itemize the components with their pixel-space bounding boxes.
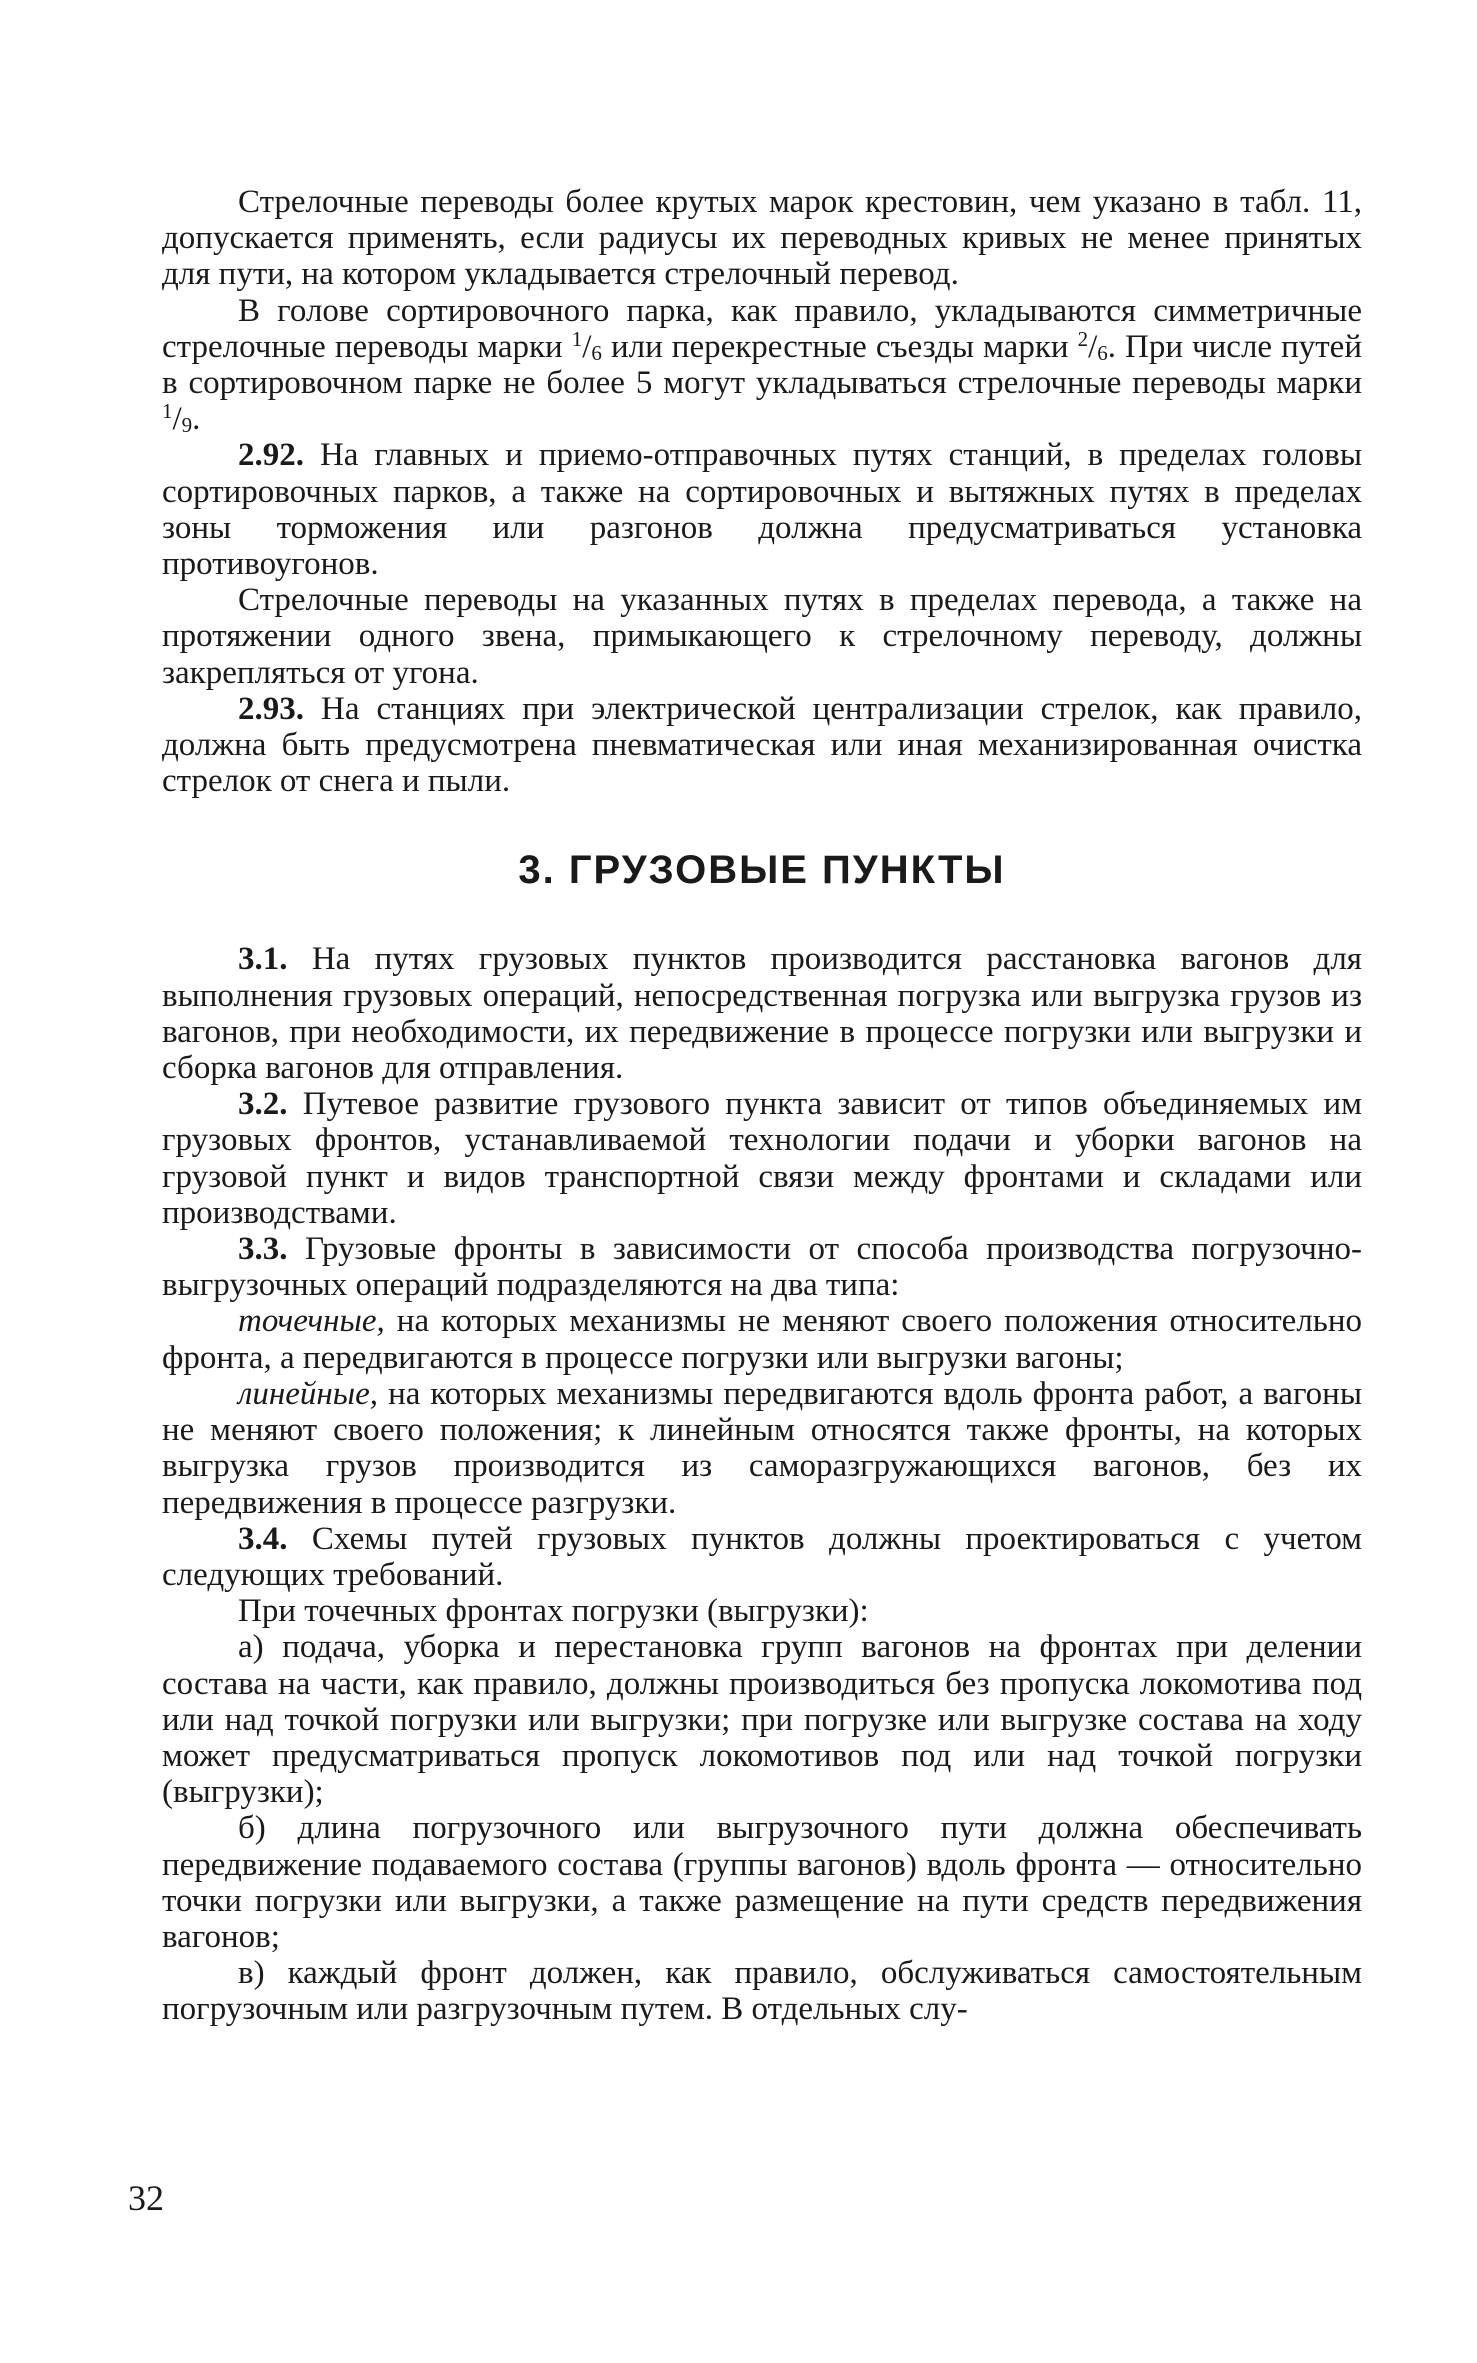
- paragraph-text: или перекрестные съезды марки: [601, 328, 1078, 365]
- clause-text: Путевое развитие грузового пункта зависит от типов объединяемых им грузовых фронтов, устанавливаемой технологии подачи и уборки вагонов на грузовой пункт и видов транспортной связи между фронтами и складами или производствами.: [162, 1086, 1362, 1231]
- term-italic: точечные,: [238, 1303, 385, 1340]
- clause-2-93: [162, 691, 1362, 800]
- clause-2-92: [162, 437, 1362, 582]
- term-italic: линейные,: [238, 1375, 379, 1412]
- paragraph-hump-yard-switches: В голове сортировочного парка, как правило, укладываются симметричные стрелочные переводы марки $^1$/6 или перекрестные съезды марки $^2$/6. При числе путей в сортировочном парке не более 5 могут укладываться стрелочные переводы марки $^1$/9.: [162, 292, 1362, 438]
- paragraph-text: а) подача, уборка и перестановка групп вагонов на фронтах при делении состава на части, как правило, должны производиться без пропуска локомотива под или над точкой погрузки или выгрузки; при погрузке или выгрузке состава на ходу может предусматриваться пропуск локомотивов под или над точкой погрузки (выгрузки);: [162, 1629, 1362, 1811]
- list-item-b: [162, 1810, 1362, 1955]
- clause-number: 2.93.: [238, 690, 304, 727]
- list-item-a: [162, 1629, 1362, 1810]
- paragraph-point-fronts: [162, 1303, 1362, 1375]
- fraction-2-6: $^2$/6: [1077, 326, 1108, 365]
- paragraph-text: Стрелочные переводы более крутых марок крестовин, чем указано в табл. 11, допускается применять, если радиусы их переводных кривых не менее принятых для пути, на котором укладывается стрелочный перевод.: [162, 184, 1362, 293]
- paragraph-text: При точечных фронтах погрузки (выгрузки):: [238, 1593, 869, 1630]
- paragraph-text: Стрелочные переводы на указанных путях в пределах перевода, а также на протяжении одного звена, примыкающего к стрелочному переводу, должны закрепляться от угона.: [162, 582, 1362, 691]
- clause-3-3: [162, 1231, 1362, 1303]
- clause-3-4: [162, 1521, 1362, 1593]
- list-item-v: [162, 1955, 1362, 2027]
- clause-text: Схемы путей грузовых пунктов должны проектироваться с учетом следующих требований.: [162, 1520, 1362, 1593]
- clause-3-2: [162, 1086, 1362, 1231]
- clause-text: На путях грузовых пунктов производится расстановка вагонов для выполнения грузовых операций, непосредственная погрузка или выгрузка грузов из вагонов, при необходимости, их передвижение в процессе погрузки или выгрузки и сборка вагонов для отправления.: [162, 941, 1362, 1087]
- clause-text: Грузовые фронты в зависимости от способа производства погрузочно-выгрузочных операций подразделяются на два типа:: [162, 1231, 1362, 1304]
- paragraph-text: В голове сортировочного парка, как правило, укладываются симметричные стрелочные переводы марки: [162, 292, 1362, 365]
- paragraph-text: на которых механизмы передвигаются вдоль фронта работ, а вагоны не меняют своего положения; к линейным относятся также фронты, на которых выгрузка грузов производится из саморазгружающихся вагонов, без их передвижения в процессе разгрузки.: [162, 1375, 1362, 1521]
- fraction-1-6: $^1$/6: [571, 326, 602, 365]
- paragraph-text: в) каждый фронт должен, как правило, обслуживаться самостоятельным погрузочным или разгрузочным путем. В отдельных слу-: [162, 1955, 1362, 2028]
- fraction-1-9: $^1$/9: [162, 399, 193, 438]
- clause-number: 2.92.: [238, 437, 304, 474]
- paragraph-anti-creep: [162, 582, 1362, 691]
- paragraph-text: б) длина погрузочного или выгрузочного пути должна обеспечивать передвижение подаваемого состава (группы вагонов) вдоль фронта — относительно точки погрузки или выгрузки, а также размещение на пути средств передвижения вагонов;: [162, 1810, 1362, 1955]
- section-heading: 3. ГРУЗОВЫЕ ПУНКТЫ: [518, 848, 1006, 893]
- body-text: [162, 184, 1362, 2028]
- paragraph-point-fronts-intro: [162, 1593, 1362, 1629]
- clause-number: 3.4.: [238, 1520, 288, 1557]
- page-number: 32: [128, 2178, 164, 2218]
- paragraph-text: на которых механизмы не меняют своего положения относительно фронта, а передвигаются в процессе погрузки или выгрузки вагоны;: [162, 1303, 1362, 1376]
- clause-3-1: [162, 941, 1362, 1086]
- clause-number: 3.2.: [238, 1086, 288, 1123]
- paragraph-linear-fronts: [162, 1376, 1362, 1521]
- clause-text: На главных и приемо-отправочных путях станций, в пределах головы сортировочных парков, а также на сортировочных и вытяжных путях в пределах зоны торможения или разгонов должна предусматриваться установка противоугонов.: [162, 437, 1362, 583]
- clause-number: 3.3.: [238, 1231, 288, 1268]
- clause-number: 3.1.: [238, 941, 288, 978]
- clause-text: На станциях при электрической централизации стрелок, как правило, должна быть предусмотрена пневматическая или иная механизированная очистка стрелок от снега и пыли.: [162, 690, 1362, 800]
- paragraph-text: . При числе путей в сортировочном парке не более 5 могут укладываться стрелочные переводы марки: [162, 328, 1362, 402]
- paragraph-switch-grades: [162, 184, 1362, 293]
